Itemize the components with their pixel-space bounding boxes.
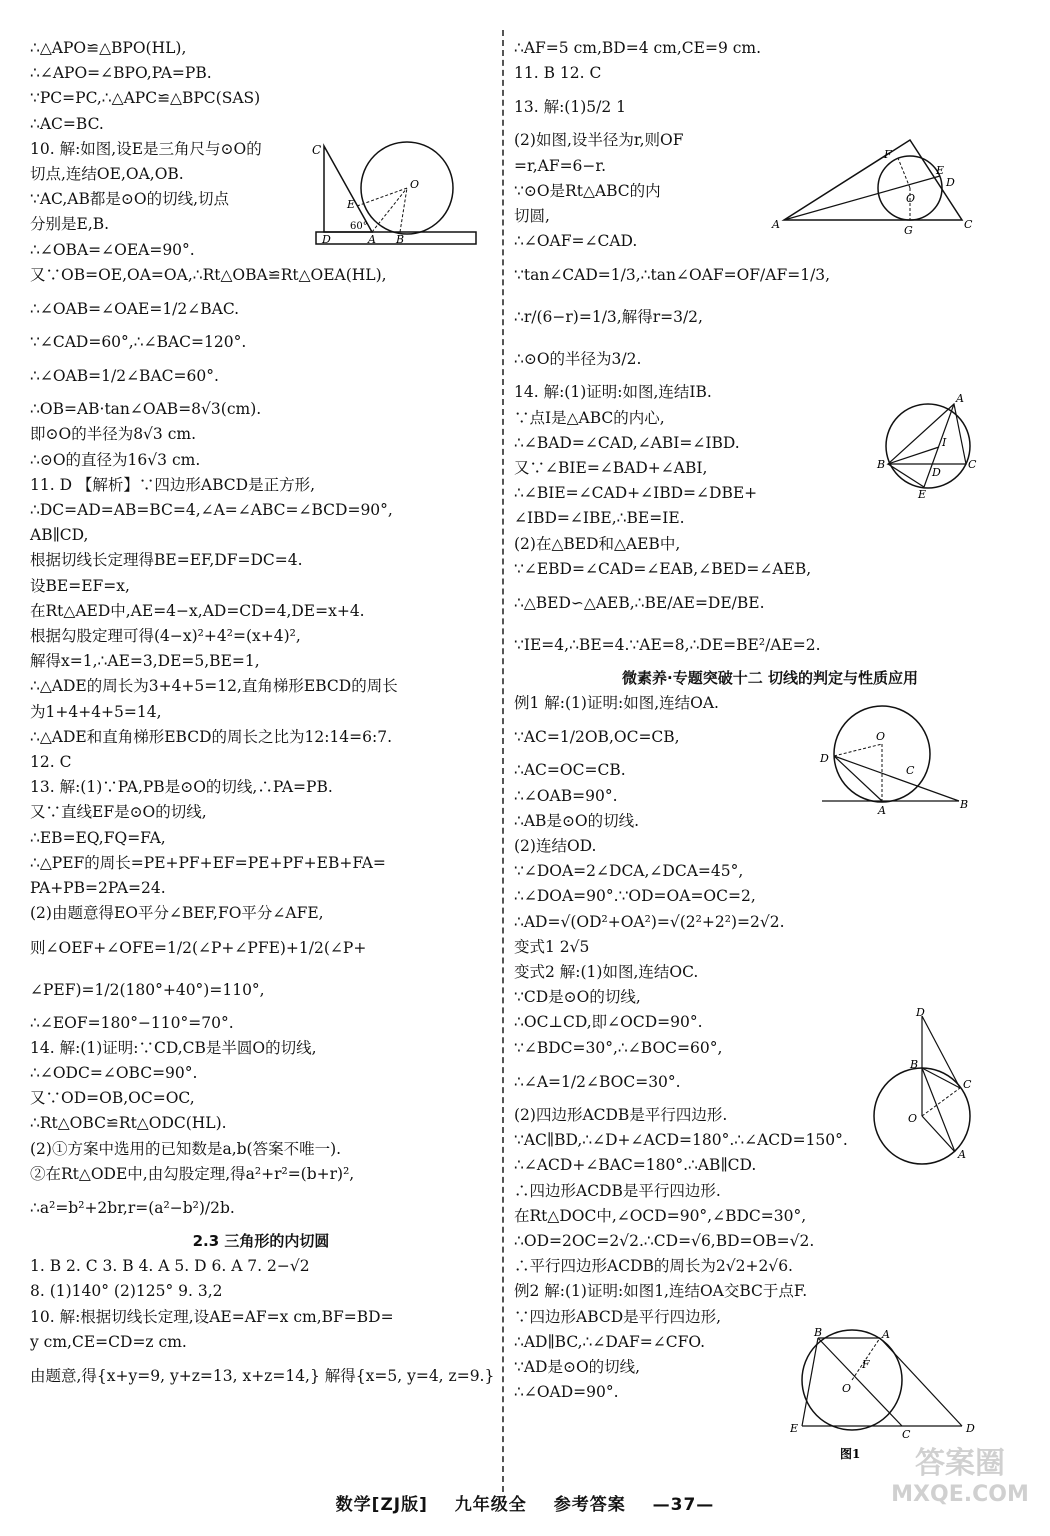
text-line: ∵AC∥BD,∴∠D+∠ACD=180°.∴∠ACD=150°. — [514, 1131, 848, 1150]
text-line: ∴∠OAB=∠OAE=1/2∠BAC. — [30, 300, 240, 319]
text-line: ∴Rt△OBC≌Rt△ODC(HL). — [30, 1114, 227, 1133]
text-line: 14. 解:(1)证明:∵CD,CB是半圆O的切线, — [30, 1038, 317, 1057]
text-line: ∴∠APO=∠BPO,PA=PB. — [30, 64, 212, 83]
text-line: AB∥CD, — [30, 526, 89, 545]
text-line: ∵IE=4,∴BE=4.∵AE=8,∴DE=BE²/AE=2. — [514, 636, 821, 655]
text-line: ∴OC⊥CD,即∠OCD=90°. — [514, 1013, 703, 1032]
fig13-label: E — [936, 164, 945, 177]
text-line: 12. C — [30, 753, 72, 772]
ex2-caption: 图1 — [840, 1447, 861, 1461]
text-line: 设BE=EF=x, — [30, 576, 130, 595]
text-line: ∴AD=√(OD²+OA²)=√(2²+2²)=2√2. — [514, 912, 785, 931]
var2-label: O — [908, 1112, 918, 1125]
text-line: (2)在△BED和△AEB中, — [514, 534, 681, 553]
text-line: y cm,CE=CD=z cm. — [30, 1332, 187, 1351]
text-line: =r,AF=6−r. — [514, 156, 607, 175]
text-line: 变式1 2√5 — [514, 937, 590, 956]
ex2-label: E — [790, 1422, 799, 1435]
text-line: 例1 解:(1)证明:如图,连结OA. — [514, 694, 719, 713]
text-line: 即⊙O的半径为8√3 cm. — [30, 425, 197, 444]
text-line: (2)连结OD. — [514, 837, 597, 856]
text-line: 则∠OEF+∠OFE=1/2(∠P+∠PFE)+1/2(∠P+ — [30, 938, 367, 957]
text-line: ∵AC,AB都是⊙O的切线,切点 — [30, 190, 229, 209]
text-line: ∴AD∥BC,∴∠DAF=∠CFO. — [514, 1332, 706, 1351]
text-line: ②在Rt△ODE中,由勾股定理,得a²+r²=(b+r)², — [30, 1164, 355, 1183]
text-line: ∴∠OBA=∠OEA=90°. — [30, 240, 195, 259]
text-line: ∠PEF)=1/2(180°+40°)=110°, — [30, 980, 265, 999]
text-line: 又∵∠BIE=∠BAD+∠ABI, — [514, 459, 708, 478]
var2-label: A — [958, 1148, 966, 1161]
text-line: ∴△ADE和直角梯形EBCD的周长之比为12:14=6:7. — [30, 727, 393, 746]
text-line: 又∵直线EF是⊙O的切线, — [30, 803, 207, 822]
text-line: 由题意,得{x+y=9, y+z=13, x+z=14,} 解得{x=5, y=4, z=9.} — [30, 1366, 495, 1385]
text-line: 又∵OB=OE,OA=OA,∴Rt△OBA≌Rt△OEA(HL), — [30, 265, 387, 284]
fig14-label: E — [918, 488, 927, 500]
text-line: ∴∠OAF=∠CAD. — [514, 232, 638, 251]
text-line: 13. 解:(1)∵PA,PB是⊙O的切线,∴PA=PB. — [30, 778, 333, 797]
text-line: ∴平行四边形ACDB的周长为2√2+2√6. — [514, 1257, 793, 1276]
text-line: ∴∠OAB=90°. — [514, 786, 618, 805]
fig10-label: A — [368, 233, 376, 246]
fig13-label: G — [904, 224, 913, 236]
var2-label: B — [910, 1058, 919, 1071]
text-line: ∴r/(6−r)=1/3,解得r=3/2, — [514, 308, 703, 327]
text-line: ∴∠OAD=90°. — [514, 1383, 619, 1402]
text-line: ∴∠A=1/2∠BOC=30°. — [514, 1072, 681, 1091]
fig10-label: E — [347, 198, 356, 211]
text-line: ∵⊙O是Rt△ABC的内 — [514, 181, 661, 200]
text-line: ∴∠OAB=1/2∠BAC=60°. — [30, 367, 219, 386]
text-line: ∴△ADE的周长为3+4+5=12,直角梯形EBCD的周长 — [30, 677, 398, 696]
ex1-label: D — [820, 752, 829, 765]
text-line: ∴∠ACD+∠BAC=180°.∴AB∥CD. — [514, 1156, 757, 1175]
text-line: 切圆, — [514, 207, 550, 226]
text-line: ∴AF=5 cm,BD=4 cm,CE=9 cm. — [514, 39, 762, 57]
footer-section: 参考答案 — [553, 1495, 626, 1515]
text-line: 10. 解:根据切线长定理,设AE=AF=x cm,BF=BD= — [30, 1307, 394, 1326]
text-line: 切点,连结OE,OA,OB. — [30, 165, 184, 184]
text-line: 根据勾股定理可得(4−x)²+4²=(x+4)², — [30, 627, 301, 646]
page-number: —37— — [652, 1495, 715, 1515]
ex2-label: B — [814, 1328, 823, 1339]
figure-incenter-circle — [874, 392, 984, 500]
text-line: 解得x=1,∴AE=3,DE=5,BE=1, — [30, 652, 260, 671]
text-line: ∴DC=AD=AB=BC=4,∠A=∠ABC=∠BCD=90°, — [30, 501, 393, 520]
text-line: 变式2 解:(1)如图,连结OC. — [514, 963, 699, 982]
figure-example1 — [814, 704, 974, 816]
text-line: ∴△APO≌△BPO(HL), — [30, 39, 187, 57]
figure-variant2 — [870, 1006, 980, 1176]
watermark-line2: MXQE.COM — [891, 1482, 1029, 1507]
text-line: ∵∠CAD=60°,∴∠BAC=120°. — [30, 333, 247, 352]
fig13-label: O — [906, 192, 916, 205]
fig10-label: O — [410, 178, 420, 191]
text-line: ∴四边形ACDB是平行四边形. — [514, 1181, 721, 1200]
ex1-label: C — [906, 764, 915, 777]
text-line: 10. 解:如图,设E是三角尺与⊙O的 — [30, 139, 262, 158]
text-line: (2)①方案中选用的已知数是a,b(答案不唯一). — [30, 1139, 342, 1158]
text-line: 13. 解:(1)5/2 1 — [514, 98, 626, 117]
text-line: ∵∠DOA=2∠DCA,∠DCA=45°, — [514, 862, 744, 881]
text-line: ∴△BED∽△AEB,∴BE/AE=DE/BE. — [514, 594, 765, 613]
fig10-label: 60° — [350, 221, 368, 232]
ex2-label: O — [842, 1382, 852, 1395]
text-line: (2)由题意得EO平分∠BEF,FO平分∠AFE, — [30, 904, 324, 923]
text-line: (2)如图,设半径为r,则OF — [514, 131, 684, 150]
text-line: ∴AC=OC=CB. — [514, 761, 626, 780]
var2-label: C — [963, 1078, 972, 1091]
ex2-label: C — [902, 1428, 911, 1441]
fig13-label: A — [772, 218, 780, 231]
text-line: ∴∠ODC=∠OBC=90°. — [30, 1063, 198, 1082]
text-line: ∠IBD=∠IBE,∴BE=IE. — [514, 509, 685, 528]
text-line: ∴AC=BC. — [30, 114, 104, 133]
text-line: ∴∠DOA=90°.∵OD=OA=OC=2, — [514, 887, 756, 906]
text-line: (2)四边形ACDB是平行四边形. — [514, 1105, 728, 1124]
text-line: ∵AD是⊙O的切线, — [514, 1357, 641, 1376]
figure-ruler-circle — [312, 136, 482, 248]
text-line: 例2 解:(1)证明:如图1,连结OA交BC于点F. — [514, 1282, 808, 1301]
watermark-line1: 答案圈 — [915, 1446, 1005, 1481]
text-line: ∵∠EBD=∠CAD=∠EAB,∠BED=∠AEB, — [514, 559, 812, 578]
fig10-label: B — [396, 233, 405, 246]
text-line: 11. B 12. C — [514, 64, 602, 83]
text-line: ∵PC=PC,∴△APC≌△BPC(SAS) — [30, 89, 261, 108]
ex2-label: F — [862, 1358, 870, 1371]
var2-label: D — [916, 1006, 925, 1019]
text-line: 分别是E,B. — [30, 215, 110, 234]
ex1-label: B — [960, 798, 969, 811]
text-line: ∵点I是△ABC的内心, — [514, 408, 665, 427]
text-line: ∵tan∠CAD=1/3,∴tan∠OAF=OF/AF=1/3, — [514, 266, 831, 285]
fig13-label: D — [946, 176, 955, 189]
ex1-label: O — [876, 730, 886, 743]
ex2-label: A — [882, 1328, 890, 1341]
fig10-label: D — [322, 233, 331, 246]
fig14-label: C — [968, 458, 977, 471]
text-line: 14. 解:(1)证明:如图,连结IB. — [514, 383, 712, 402]
text-line: ∴EB=EQ,FQ=FA, — [30, 828, 166, 847]
fig14-label: D — [932, 466, 941, 479]
text-line: PA+PB=2PA=24. — [30, 879, 166, 898]
text-line: ∴a²=b²+2br,r=(a²−b²)/2b. — [30, 1198, 235, 1217]
column-divider — [502, 30, 504, 1492]
text-line: ∴∠BAD=∠CAD,∠ABI=∠IBD. — [514, 433, 740, 452]
section-title: 微素养·专题突破十二 切线的判定与性质应用 — [622, 669, 918, 688]
text-line: ∴OD=2OC=2√2.∴CD=√6,BD=OB=√2. — [514, 1231, 815, 1250]
text-line: ∵∠BDC=30°,∴∠BOC=60°, — [514, 1038, 723, 1057]
text-line: ∵CD是⊙O的切线, — [514, 988, 641, 1007]
text-line: 又∵OD=OB,OC=OC, — [30, 1089, 195, 1108]
fig14-label: B — [877, 458, 886, 471]
text-line: 根据切线长定理得BE=EF,DF=DC=4. — [30, 551, 303, 570]
fig13-label: C — [964, 218, 973, 231]
watermark-logo — [880, 1438, 1040, 1528]
text-line: 为1+4+4+5=14, — [30, 702, 162, 721]
text-line: 在Rt△DOC中,∠OCD=90°,∠BDC=30°, — [514, 1206, 807, 1225]
fig13-label: F — [884, 148, 892, 161]
text-line: ∵AC=1/2OB,OC=CB, — [514, 728, 680, 747]
text-line: ∴⊙O的半径为3/2. — [514, 350, 642, 369]
ex2-label: D — [966, 1422, 975, 1435]
ex1-label: A — [878, 804, 886, 816]
fig14-label: I — [942, 436, 947, 449]
text-line: ∴∠EOF=180°−110°=70°. — [30, 1013, 234, 1032]
text-line: ∴△PEF的周长=PE+PF+EF=PE+PF+EB+FA= — [30, 853, 386, 872]
text-line: ∴⊙O的直径为16√3 cm. — [30, 450, 201, 469]
figure-incircle-triangle — [770, 136, 980, 236]
text-line: 在Rt△AED中,AE=4−x,AD=CD=4,DE=x+4. — [30, 601, 365, 620]
fig14-label: A — [956, 392, 964, 405]
fig10-label: C — [312, 143, 322, 157]
text-line: 1. B 2. C 3. B 4. A 5. D 6. A 7. 2−√2 — [30, 1257, 310, 1276]
text-line: ∴∠BIE=∠CAD+∠IBD=∠DBE+ — [514, 484, 758, 503]
section-title: 2.3 三角形的内切圆 — [192, 1231, 330, 1250]
text-line: 8. (1)140° (2)125° 9. 3,2 — [30, 1282, 223, 1301]
text-line: ∵四边形ABCD是平行四边形, — [514, 1307, 722, 1326]
footer-subject: 数学[ZJ版] — [335, 1495, 428, 1515]
text-line: 11. D 【解析】∵四边形ABCD是正方形, — [30, 475, 316, 494]
footer-grade: 九年级全 — [454, 1495, 527, 1515]
text-line: ∴OB=AB·tan∠OAB=8√3(cm). — [30, 400, 262, 419]
text-line: ∴AB是⊙O的切线. — [514, 811, 640, 830]
